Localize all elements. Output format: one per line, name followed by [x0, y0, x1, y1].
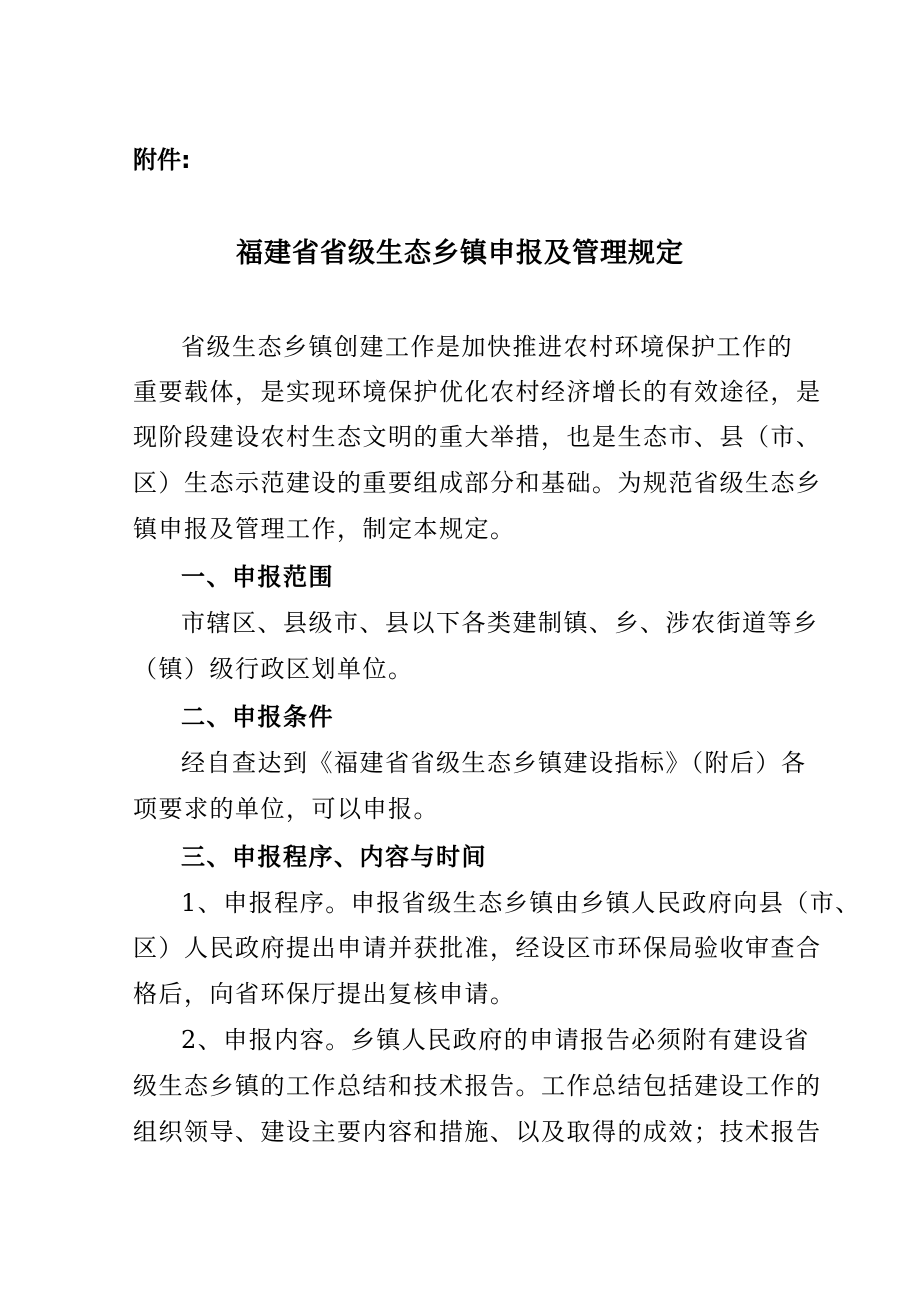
- text-line: 组织领导、建设主要内容和措施、以及取得的成效；技术报告: [133, 1118, 822, 1146]
- text-line: 2、申报内容。乡镇人民政府的申请报告必须附有建设省: [181, 1026, 810, 1054]
- text-line: 项要求的单位，可以申报。: [133, 795, 439, 823]
- text-line: 级生态乡镇的工作总结和技术报告。工作总结包括建设工作的: [133, 1072, 822, 1100]
- section-heading: 一、申报范围: [181, 563, 334, 591]
- text-line: 重要载体，是实现环境保护优化农村经济增长的有效途径，是: [133, 378, 822, 406]
- section-heading: 三、申报程序、内容与时间: [181, 843, 487, 871]
- attachment-label: 附件:: [133, 146, 191, 174]
- text-line: 省级生态乡镇创建工作是加快推进农村环境保护工作的: [181, 333, 793, 361]
- text-line: （镇）级行政区划单位。: [133, 655, 414, 683]
- text-line: 现阶段建设农村生态文明的重大举措，也是生态市、县（市、: [133, 423, 822, 451]
- text-line: 镇申报及管理工作，制定本规定。: [133, 515, 516, 543]
- document-title: 福建省省级生态乡镇申报及管理规定: [236, 238, 684, 269]
- text-line: 区）生态示范建设的重要组成部分和基础。为规范省级生态乡: [133, 469, 822, 497]
- text-line: 1、申报程序。申报省级生态乡镇由乡镇人民政府向县（市、: [181, 889, 861, 917]
- text-line: 市辖区、县级市、县以下各类建制镇、乡、涉农街道等乡: [181, 609, 819, 637]
- text-line: 格后，向省环保厅提出复核申请。: [133, 980, 516, 1008]
- text-line: 经自查达到《福建省省级生态乡镇建设指标》（附后）各: [181, 749, 807, 777]
- text-line: 区）人民政府提出申请并获批准，经设区市环保局验收审查合: [133, 934, 822, 962]
- section-heading: 二、申报条件: [181, 703, 334, 731]
